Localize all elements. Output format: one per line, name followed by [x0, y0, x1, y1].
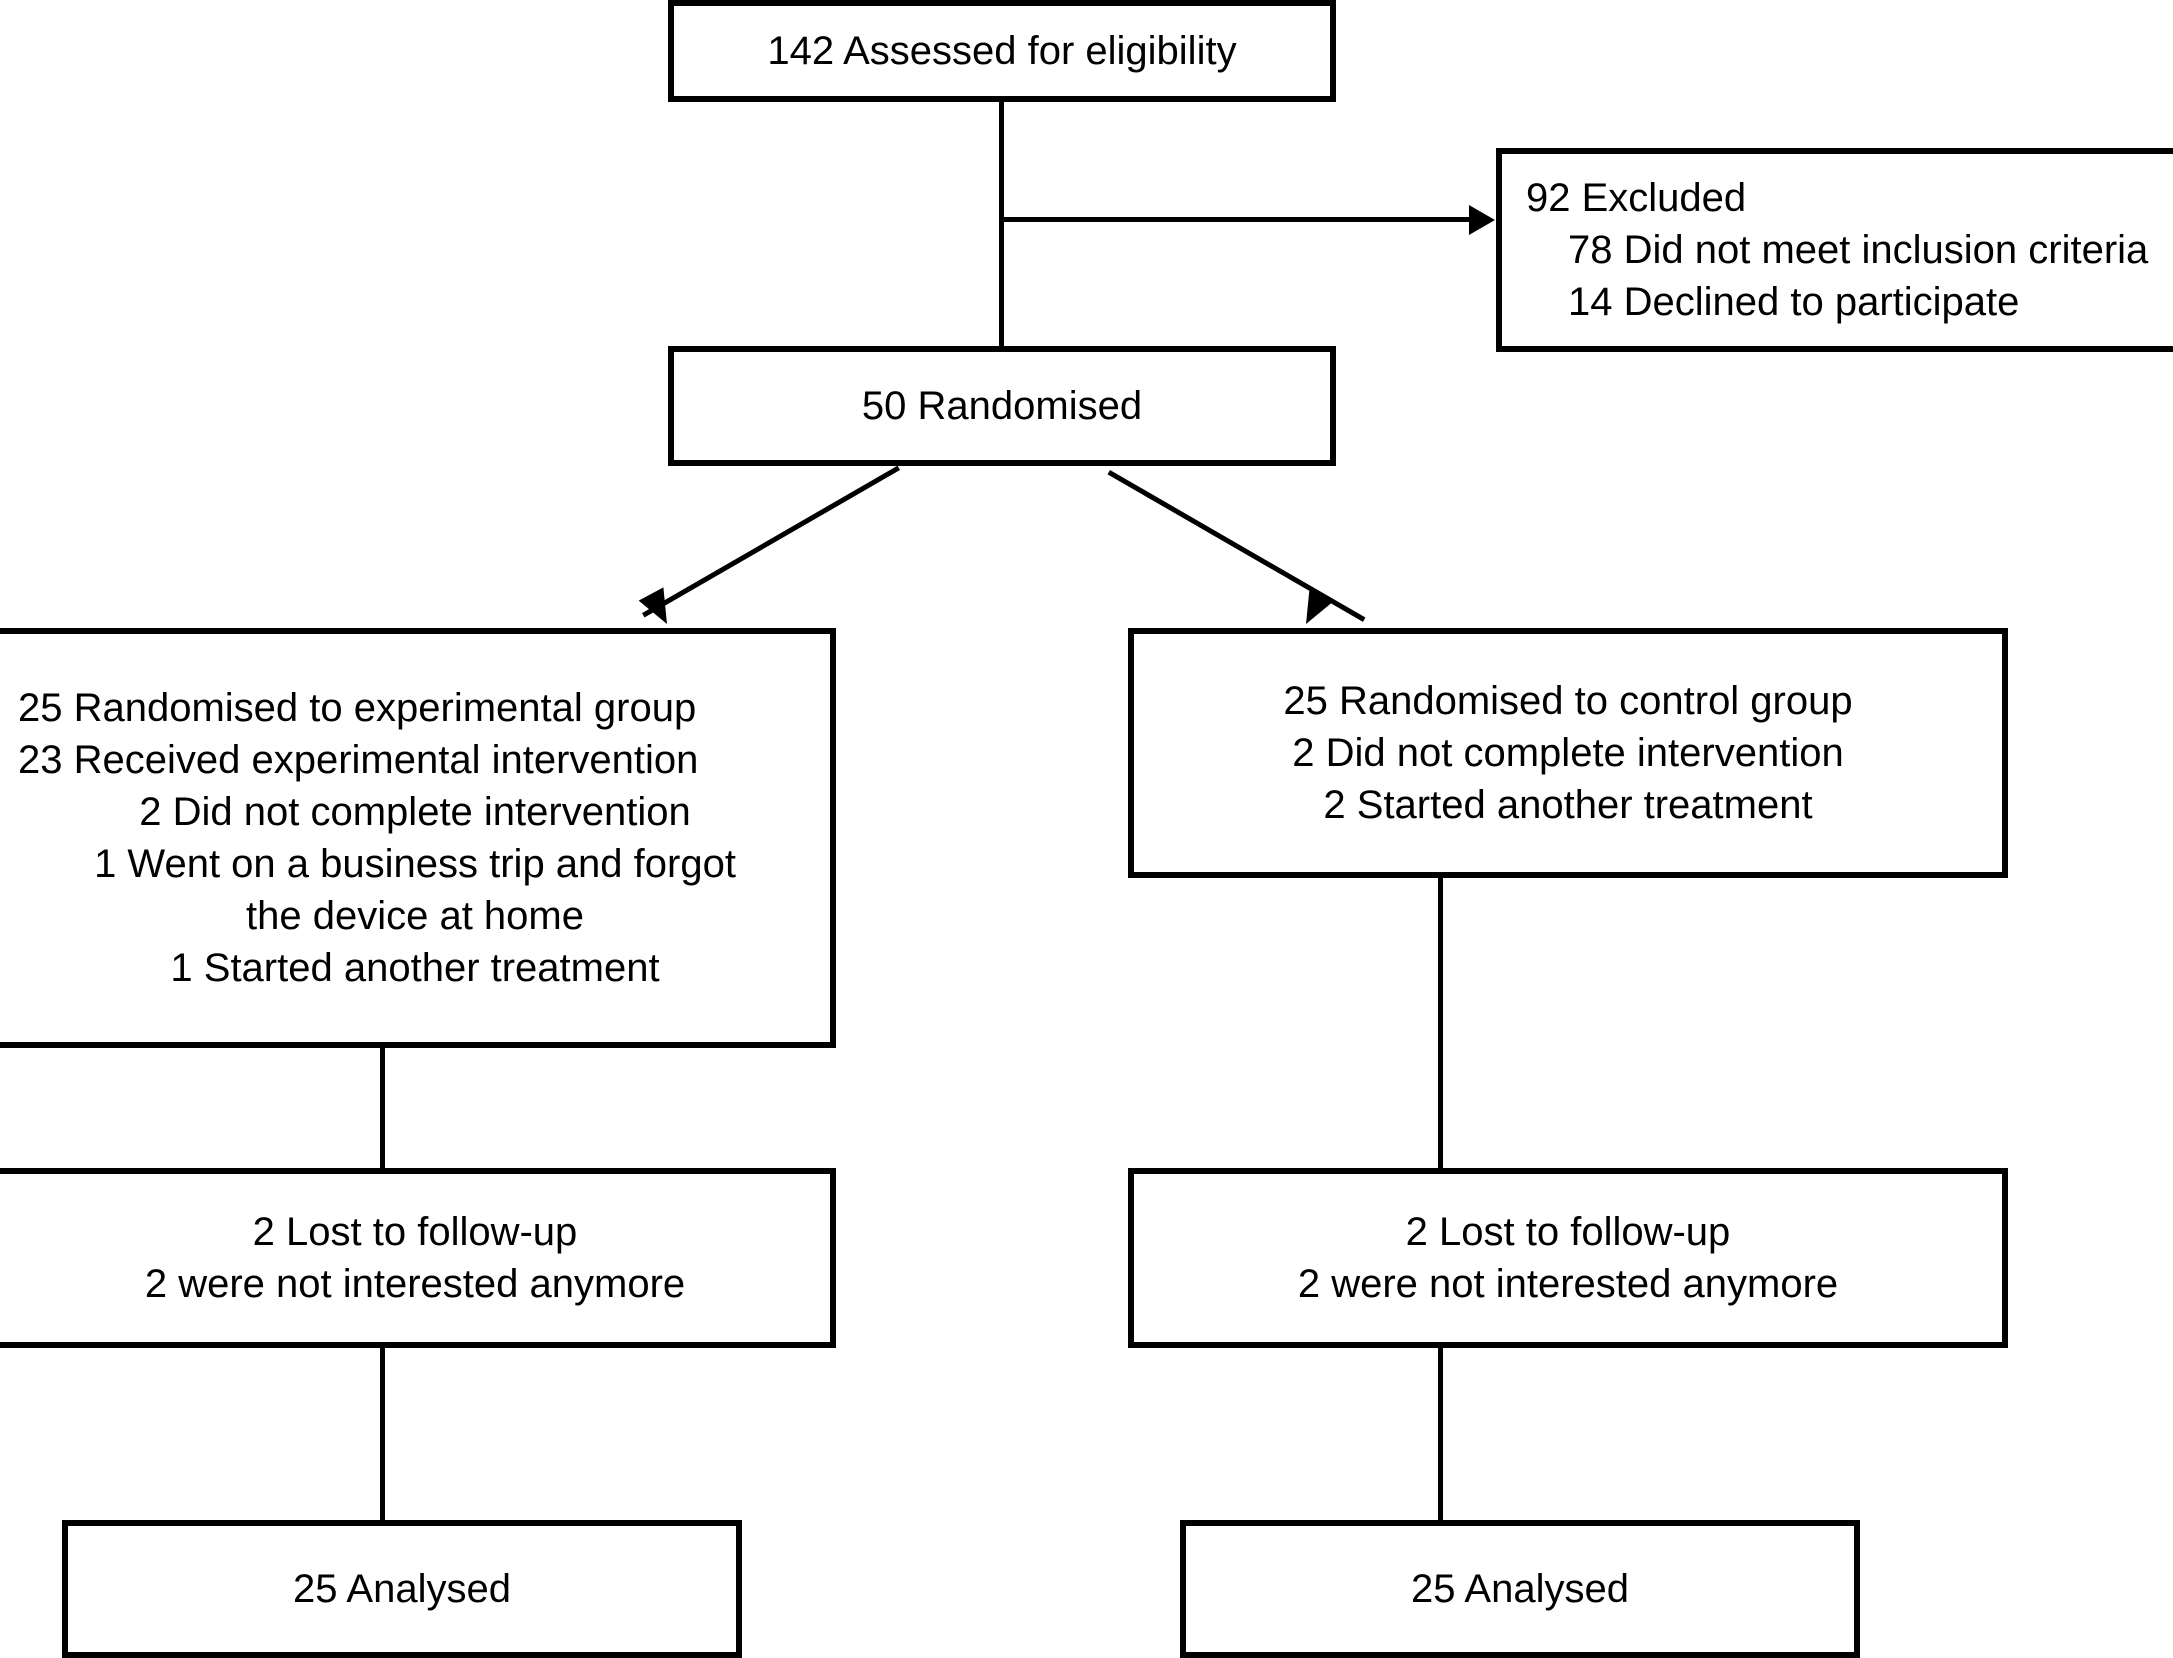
node-assessed-for-eligibility — [668, 0, 1336, 102]
node-control-group — [1128, 628, 2008, 878]
connector-experimental-to-lost — [380, 1048, 385, 1170]
node-experimental-lost-to-followup — [0, 1168, 836, 1348]
node-experimental-lost-line-1: 2 Lost to follow-up — [252, 1210, 578, 1254]
node-control-line-3: 2 Started another treatment — [1323, 783, 1813, 827]
arrowhead-to-excluded — [1469, 205, 1495, 235]
node-excluded — [1496, 148, 2173, 352]
node-randomised — [668, 346, 1336, 466]
node-experimental-line-5: the device at home — [246, 894, 584, 938]
arrowhead-to-control — [1294, 587, 1335, 630]
node-experimental-lost-line-2: 2 were not interested anymore — [144, 1262, 686, 1306]
node-control-line-1: 25 Randomised to control group — [1283, 679, 1853, 723]
node-excluded-line-3: 14 Declined to participate — [1568, 280, 2020, 324]
node-assessed-line-1: 142 Assessed for eligibility — [767, 29, 1237, 73]
node-experimental-line-3: 2 Did not complete intervention — [139, 790, 691, 834]
node-experimental-line-4: 1 Went on a business trip and forgot — [94, 842, 736, 886]
node-experimental-line-6: 1 Started another treatment — [170, 946, 660, 990]
node-control-lost-line-1: 2 Lost to follow-up — [1405, 1210, 1731, 1254]
connector-randomised-to-experimental — [642, 466, 900, 618]
connector-assessed-to-randomised — [999, 102, 1004, 348]
node-randomised-line-1: 50 Randomised — [861, 384, 1143, 428]
node-control-line-2: 2 Did not complete intervention — [1292, 731, 1844, 775]
node-experimental-line-2: 23 Received experimental intervention — [18, 738, 699, 782]
connector-experimental-lost-to-analysed — [380, 1348, 385, 1522]
node-excluded-line-1: 92 Excluded — [1526, 176, 1747, 220]
node-experimental-group — [0, 628, 836, 1048]
node-control-lost-line-2: 2 were not interested anymore — [1297, 1262, 1839, 1306]
connector-control-to-lost — [1438, 878, 1443, 1170]
connector-control-lost-to-analysed — [1438, 1348, 1443, 1522]
connector-assessed-to-excluded — [999, 217, 1469, 222]
node-experimental-analysed — [62, 1520, 742, 1658]
node-control-analysed — [1180, 1520, 1860, 1658]
node-excluded-line-2: 78 Did not meet inclusion criteria — [1568, 228, 2149, 272]
node-experimental-line-1: 25 Randomised to experimental group — [18, 686, 697, 730]
node-experimental-analysed-line-1: 25 Analysed — [293, 1567, 511, 1611]
node-control-analysed-line-1: 25 Analysed — [1411, 1567, 1629, 1611]
node-control-lost-to-followup — [1128, 1168, 2008, 1348]
